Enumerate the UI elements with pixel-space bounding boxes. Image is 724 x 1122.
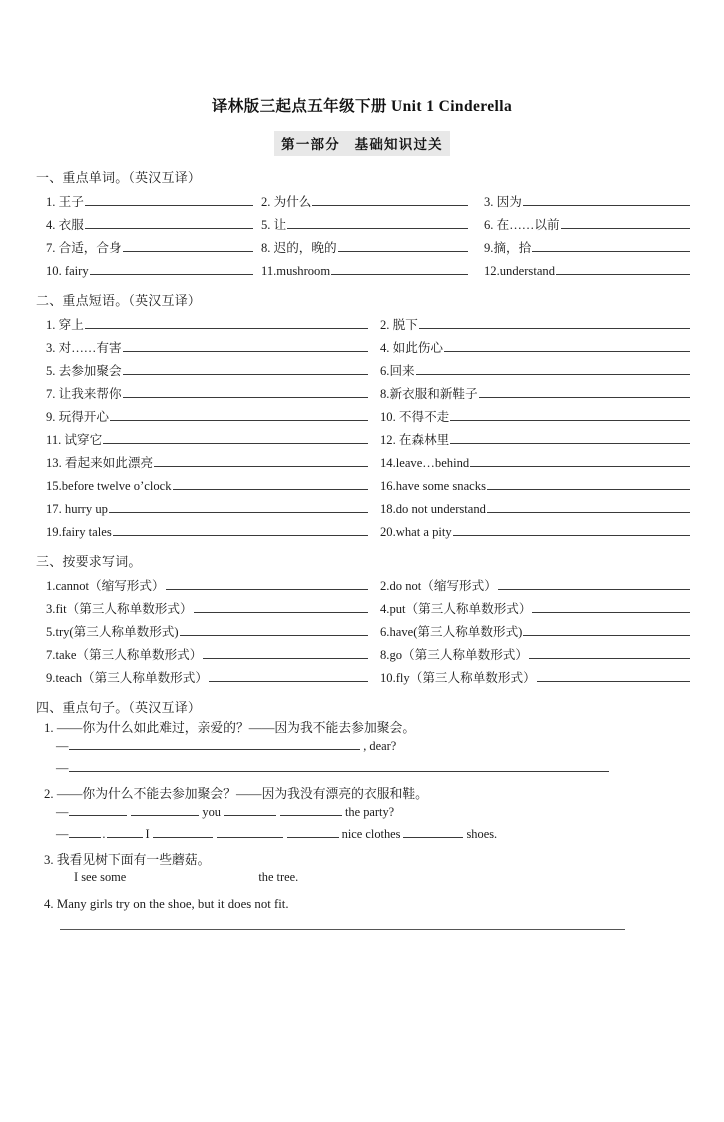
word-form-item[interactable] [34,578,368,593]
answer-blank[interactable] [153,826,213,838]
phrase-item[interactable] [368,340,690,355]
word-blank[interactable] [532,240,690,252]
phrase-item[interactable] [368,409,690,424]
phrase-item[interactable] [368,317,690,332]
word-form-item[interactable] [34,670,368,685]
phrase-label: 8.新衣服和新鞋子 [380,387,478,402]
sentence-answer-line[interactable] [34,760,690,782]
phrase-item[interactable] [34,455,368,470]
dash-mark: — [56,804,69,819]
phrase-blank[interactable] [444,340,690,352]
sentence-block-2 [34,785,690,848]
worksheet-page [0,98,724,1122]
word-label: 11.mushroom [261,264,331,279]
phrase-item[interactable] [368,363,690,378]
word-label: 6. 在……以前 [484,218,560,233]
word-form-row [34,640,690,663]
word-blank[interactable] [338,240,468,252]
answer-fixed-text: I [145,826,150,841]
word-item[interactable] [253,263,468,278]
word-blank[interactable] [556,263,690,275]
answer-fixed-text: I see some [74,870,127,885]
word-form-row [34,571,690,594]
word-blank[interactable] [287,217,468,229]
word-form-item[interactable] [368,624,690,639]
answer-blank[interactable] [217,826,283,838]
word-form-row [34,617,690,640]
phrase-row [34,310,690,333]
sentence-number: 1. [44,720,54,735]
phrase-label: 20.what a pity [380,525,452,540]
phrase-row [34,333,690,356]
phrase-row [34,402,690,425]
word-form-blank[interactable] [529,647,690,659]
phrase-row [34,448,690,471]
phrase-blank[interactable] [154,455,368,467]
word-form-label: 1.cannot（缩写形式） [46,579,165,594]
word-form-blank[interactable] [166,578,368,590]
answer-blank[interactable] [287,826,339,838]
phrase-blank[interactable] [479,386,690,398]
phrase-blank[interactable] [450,432,690,444]
sentence-answer-line[interactable] [34,804,690,826]
sentence-block-4 [34,895,690,930]
phrase-label: 1. 穿上 [46,318,84,333]
word-item[interactable] [468,217,690,232]
subtitle-container [34,131,690,156]
word-form-label: 5.try(第三人称单数形式) [46,625,179,640]
sentence-answer-line[interactable]: — . I nice clothes shoes. [34,826,690,848]
word-form-label: 9.teach（第三人称单数形式） [46,671,208,686]
word-form-blank[interactable] [498,578,690,590]
word-form-label: 7.take（第三人称单数形式） [46,648,203,663]
phrase-blank[interactable] [470,455,690,467]
phrase-blank[interactable] [123,363,368,375]
phrase-item[interactable] [34,524,368,539]
sentence-prompt [34,785,690,804]
word-form-blank[interactable] [532,601,690,613]
phrase-label: 17. hurry up [46,502,108,517]
section-heading-phrases: 二、重点短语。（英汉互译） [36,292,202,308]
phrase-row [34,517,690,540]
phrase-label: 2. 脱下 [380,318,418,333]
phrase-label: 13. 看起来如此漂亮 [46,456,154,471]
phrase-label: 7. 让我来帮你 [46,387,122,402]
phrases-list [34,310,690,540]
phrase-blank[interactable] [103,432,368,444]
phrase-label: 10. 不得不走 [380,410,450,425]
answer-fixed-text: nice clothes [341,826,401,841]
word-form-item[interactable] [34,647,368,662]
sentence-english: Many girls try on the shoe, but it does not fit. [56,897,289,912]
sentence-chinese: 我看见树下面有一些蘑菇。 [56,852,211,867]
phrase-item[interactable] [368,524,690,539]
word-form-label: 10.fly（第三人称单数形式） [380,671,536,686]
words-row [34,187,690,210]
sentence-prompt [34,895,690,914]
word-form-blank[interactable] [209,670,368,682]
answer-blank[interactable] [131,804,199,816]
word-blank[interactable] [85,194,253,206]
sentence-prompt [34,719,690,738]
word-form-blank[interactable] [194,601,368,613]
word-item[interactable] [468,194,690,209]
phrase-label: 5. 去参加聚会 [46,364,122,379]
phrase-label: 16.have some snacks [380,479,486,494]
answer-fixed-text: you [202,804,221,819]
phrase-item[interactable] [368,386,690,401]
phrase-item[interactable] [34,478,368,493]
word-label: 1. 王子 [46,195,84,210]
phrase-item[interactable] [34,363,368,378]
phrase-row [34,425,690,448]
phrase-item[interactable] [368,501,690,516]
phrase-label: 11. 试穿它 [46,433,103,448]
phrase-item[interactable] [34,317,368,332]
phrase-blank[interactable] [453,524,690,536]
sentence-chinese: ——你为什么如此难过，亲爱的？——因为我不能去参加聚会。 [56,720,416,735]
answer-fixed-text: , dear? [363,738,397,753]
word-label: 10. fairy [46,264,89,279]
answer-blank[interactable] [60,928,625,930]
word-form-item[interactable] [34,601,368,616]
word-form-label: 6.have(第三人称单数形式) [380,625,523,640]
word-blank[interactable] [523,194,690,206]
word-form-blank[interactable] [180,624,368,636]
section-heading-sentences: 四、重点句子。（英汉互译） [36,699,202,715]
sentence-block-1 [34,719,690,782]
word-form-item[interactable] [34,624,368,639]
phrase-row [34,379,690,402]
answer-blank[interactable] [69,760,609,772]
word-label: 9.摘，拾 [484,241,532,256]
word-form-row [34,594,690,617]
word-form-item[interactable] [368,601,690,616]
phrase-item[interactable] [368,432,690,447]
answer-fixed-text: shoes. [466,826,498,841]
phrase-blank[interactable] [173,478,368,490]
phrase-item[interactable] [368,478,690,493]
phrase-item[interactable] [368,455,690,470]
words-row [34,233,690,256]
answer-blank[interactable] [107,826,143,838]
words-row [34,256,690,279]
phrase-label: 9. 玩得开心 [46,410,109,425]
sentence-answer-line[interactable] [34,738,690,760]
sentence-block-3 [34,851,690,892]
word-form-blank[interactable] [537,670,690,682]
phrase-blank[interactable] [416,363,690,375]
phrase-blank[interactable] [487,478,690,490]
word-label: 5. 让 [261,218,287,233]
word-item[interactable] [34,194,253,209]
phrase-row [34,471,690,494]
sentence-number: 2. [44,786,54,801]
word-blank[interactable] [331,263,468,275]
word-form-label: 3.fit（第三人称单数形式） [46,602,193,617]
sentence-number: 3. [44,852,54,867]
word-label: 3. 因为 [484,195,522,210]
word-label: 4. 衣服 [46,218,84,233]
word-item[interactable] [468,240,690,255]
section-part-badge: 第一部分 基础知识过关 [274,131,450,156]
answer-blank[interactable] [224,804,276,816]
word-item[interactable] [468,263,690,278]
phrase-blank[interactable] [113,524,368,536]
word-form-item[interactable] [368,578,690,593]
word-label: 2. 为什么 [261,195,312,210]
section-heading-word-forms: 三、按要求写词。 [36,553,142,569]
phrase-blank[interactable] [487,501,690,513]
word-blank[interactable] [312,194,468,206]
word-form-blank[interactable] [523,624,690,636]
phrase-row [34,494,690,517]
phrase-blank[interactable] [85,317,368,329]
phrase-blank[interactable] [419,317,690,329]
phrase-blank[interactable] [110,409,368,421]
words-row [34,210,690,233]
word-item[interactable] [34,240,253,255]
phrase-label: 12. 在森林里 [380,433,450,448]
phrase-item[interactable] [34,501,368,516]
phrase-blank[interactable] [123,340,368,352]
word-blank[interactable] [85,217,253,229]
word-form-row [34,663,690,686]
section-heading-words: 一、重点单词。（英汉互译） [36,169,202,185]
phrase-label: 15.before twelve o’clock [46,479,172,494]
word-item[interactable] [253,194,468,209]
answer-blank[interactable] [69,738,360,750]
phrase-item[interactable] [34,340,368,355]
word-form-label: 4.put（第三人称单数形式） [380,602,532,617]
word-label: 12.understand [484,264,555,279]
phrase-blank[interactable] [109,501,368,513]
word-form-label: 8.go（第三人称单数形式） [380,648,528,663]
phrase-label: 19.fairy tales [46,525,112,540]
answer-blank[interactable] [280,804,342,816]
phrase-item[interactable] [34,386,368,401]
word-item[interactable] [34,217,253,232]
phrase-item[interactable] [34,409,368,424]
word-blank[interactable] [123,240,253,252]
word-item[interactable] [34,263,253,278]
phrase-item[interactable] [34,432,368,447]
phrase-label: 18.do not understand [380,502,486,517]
sentence-prompt [34,851,690,870]
phrase-row [34,356,690,379]
dash-mark: — [56,826,69,841]
word-label: 7. 合适，合身 [46,241,122,256]
page-title: 译林版三起点五年级下册 Unit 1 Cinderella [211,98,513,115]
answer-fixed-text: the party? [344,804,395,819]
word-form-item[interactable] [368,670,690,685]
word-item[interactable] [253,240,468,255]
phrase-blank[interactable] [450,409,690,421]
sentence-chinese: ——你为什么不能去参加聚会？——因为我没有漂亮的衣服和鞋。 [56,786,428,801]
sentence-number: 4. [44,897,54,912]
phrase-label: 4. 如此伤心 [380,341,443,356]
word-blank[interactable] [90,263,253,275]
words-list [34,187,690,279]
dash-mark: — [56,760,69,775]
word-blank[interactable] [561,217,690,229]
word-item[interactable] [253,217,468,232]
answer-blank[interactable] [69,804,127,816]
word-form-label: 2.do not（缩写形式） [380,579,497,594]
phrase-label: 14.leave…behind [380,456,470,471]
word-forms-list [34,571,690,686]
dash-mark: — [56,738,69,753]
word-label: 8. 迟的，晚的 [261,241,337,256]
answer-blank[interactable] [69,826,101,838]
phrase-label: 3. 对……有害 [46,341,122,356]
answer-blank[interactable] [403,826,463,838]
phrase-blank[interactable] [123,386,368,398]
word-form-item[interactable] [368,647,690,662]
sentence-answer-line[interactable] [34,870,690,892]
word-form-blank[interactable] [203,647,368,659]
answer-fixed-text: the tree. [258,870,299,885]
phrase-label: 6.回来 [380,364,415,379]
